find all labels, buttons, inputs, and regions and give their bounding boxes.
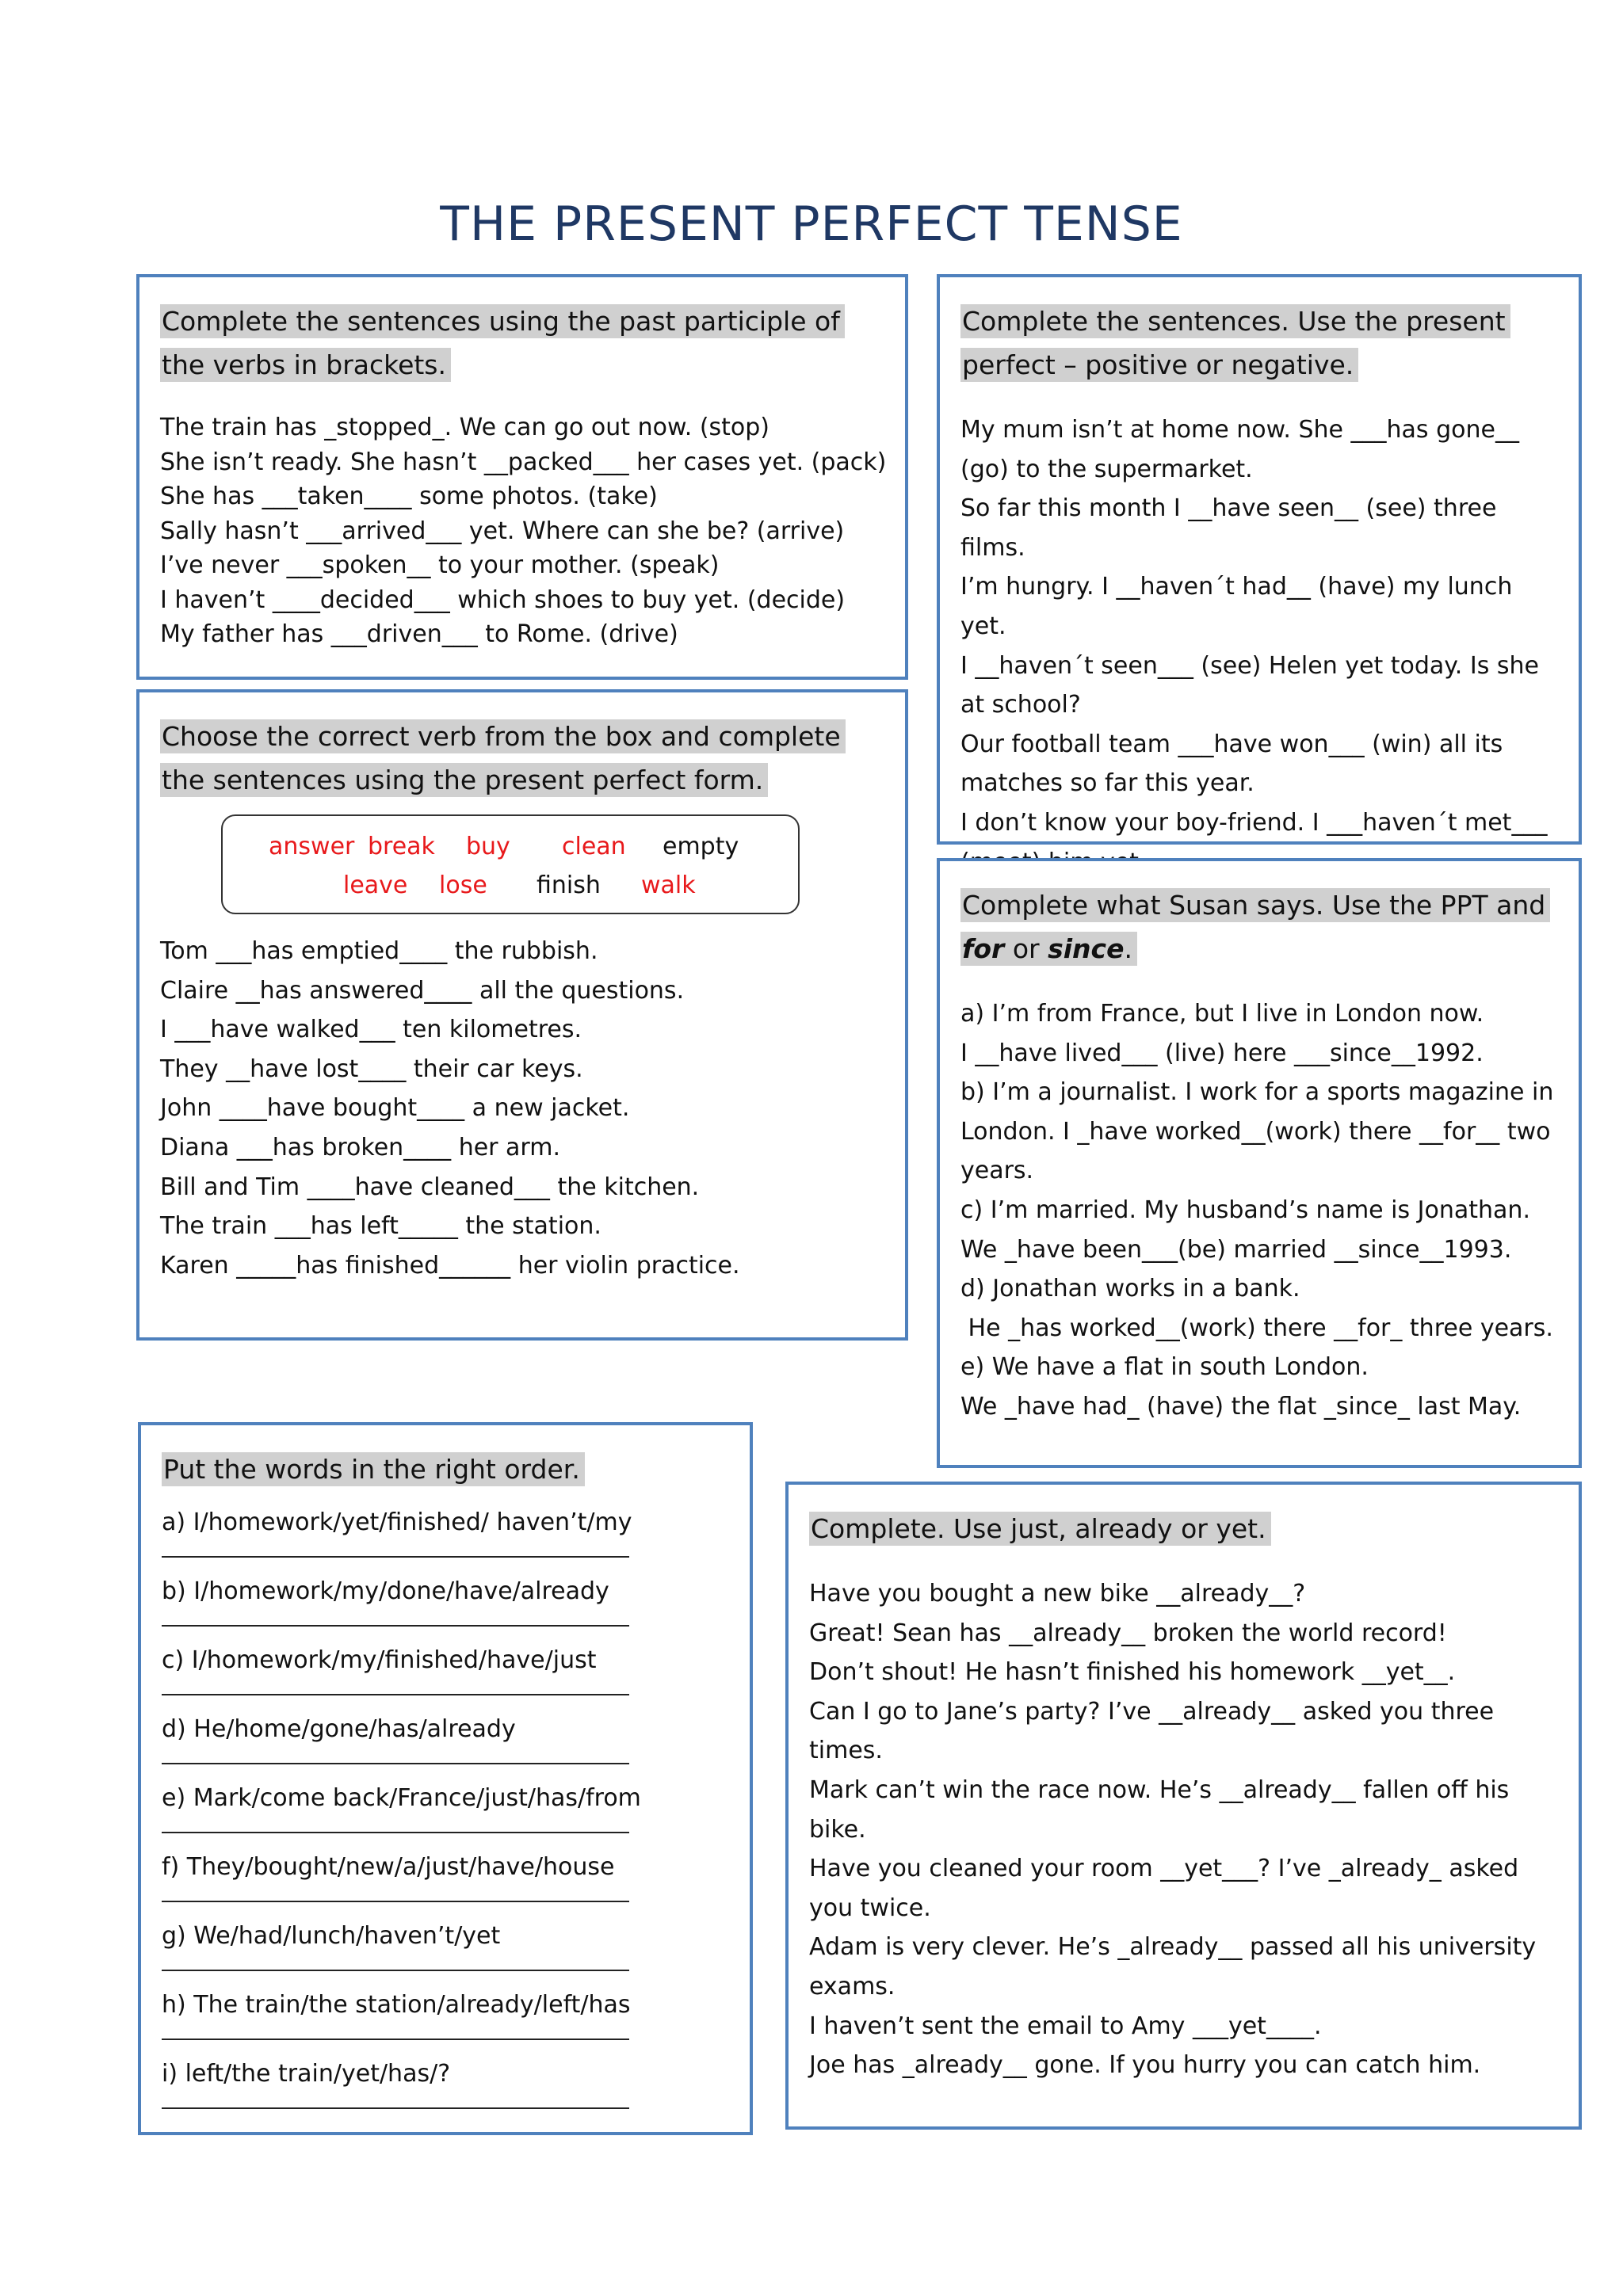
exercise-just-already-yet [785,1482,1582,2130]
word-order-prompt: b) I/homework/my/done/have/already [162,1577,609,1605]
exercise-verb-box [136,689,908,1341]
answer-line[interactable] [162,1970,629,1971]
word-order-item [162,1848,729,1917]
exercise-present-perfect [937,274,1582,845]
sentence: Mark can’t win the race now. He’s __already__ fallen off his bike. [809,1775,1510,1844]
sentence: Claire __has answered____ all the questions. [160,976,685,1005]
exercise-instruction: Complete what Susan says. Use the PPT and for or since. [960,883,1558,971]
sentence: Diana ___has broken____ her arm. [160,1133,560,1161]
sentence: a) I’m from France, but I live in London now. [960,1000,1484,1028]
exercise-word-order [138,1422,753,2135]
box-word: break [368,833,435,860]
sentence: The train ___has left_____ the station. [160,1212,601,1241]
sentence: My father has ___driven___ to Rome. (drive) [160,620,678,648]
word-order-prompt: h) The train/the station/already/left/has [162,1991,631,2019]
sentence: I haven’t sent the email to Amy ___yet____. [809,2012,1322,2040]
sentence: She has ___taken____ some photos. (take) [160,482,658,510]
exercise-instruction: Complete the sentences using the past participle of the verbs in brackets. [160,299,884,387]
word-order-prompt: e) Mark/come back/France/just/has/from [162,1784,641,1812]
sentence: Our football team ___have won___ (win) all its matches so far this year. [960,730,1503,798]
answer-line[interactable] [162,1901,629,1902]
word-order-item [162,1711,729,1779]
sentence: Have you bought a new bike __already__? [809,1580,1306,1608]
sentence: Karen _____has finished______ her violin practice. [160,1251,740,1280]
sentence: They __have lost____ their car keys. [160,1055,583,1083]
sentence: Bill and Tim ____have cleaned___ the kitchen. [160,1173,700,1201]
exercise-instruction: Complete the sentences. Use the present perfect – positive or negative. [960,299,1558,387]
sentence: Don’t shout! He hasn’t finished his homework __yet__. [809,1658,1456,1687]
sentence: We _have been___(be) married __since__1993. [960,1235,1512,1264]
sentence: b) I’m a journalist. I work for a sports magazine in London. I _have worked__(work) there __for__ two years. [960,1078,1554,1185]
sentence: Can I go to Jane’s party? I’ve __already__ asked you three times. [809,1697,1495,1765]
exercise-for-since [937,858,1582,1468]
sentence: e) We have a flat in south London. [960,1353,1369,1382]
answer-line[interactable] [162,1832,629,1833]
word-order-item [162,1642,729,1711]
word-order-prompt: g) We/had/lunch/haven’t/yet [162,1922,501,1950]
sentence: The train has _stopped_. We can go out now. (stop) [160,414,770,441]
word-order-prompt: d) He/home/gone/has/already [162,1715,516,1743]
box-word: buy [466,833,510,860]
page-title: THE PRESENT PERFECT TENSE [440,196,1183,252]
exercise-instruction: Complete. Use just, already or yet. [809,1507,1558,1550]
sentence: c) I’m married. My husband’s name is Jonathan. [960,1196,1530,1224]
sentence: Have you cleaned your room __yet___? I’ve _already_ asked you twice. [809,1855,1519,1922]
word-order-prompt: c) I/homework/my/finished/have/just [162,1646,597,1674]
word-order-prompt: i) left/the train/yet/has/? [162,2060,451,2088]
sentence: I haven’t ____decided___ which shoes to buy yet. (decide) [160,585,846,614]
word-order-item [162,1917,729,1986]
word-order-item [162,1504,729,1573]
sentence: I’m hungry. I __haven´t had__ (have) my lunch yet. [960,573,1513,640]
answer-line[interactable] [162,2107,629,2109]
answer-line[interactable] [162,1763,629,1764]
word-box [221,814,800,914]
box-word: walk [641,871,696,899]
sentence: He _has worked__(work) there __for_ three years. [960,1314,1553,1342]
sentence: Joe has _already__ gone. If you hurry you can catch him. [809,2051,1481,2080]
exercise-instruction: Put the words in the right order. [162,1447,729,1491]
sentence: John ____have bought____ a new jacket. [160,1094,630,1123]
answer-line[interactable] [162,1694,629,1695]
sentence: We _have had_ (have) the flat _since_ last May. [960,1392,1522,1421]
sentence: My mum isn’t at home now. She ___has gone__ (go) to the supermarket. [960,416,1519,483]
box-word: leave [343,871,408,899]
exercise-instruction: Choose the correct verb from the box and complete the sentences using the present perfect form. [160,715,884,802]
word-order-item [162,1986,729,2055]
sentence: Tom ___has emptied____ the rubbish. [160,937,598,965]
exercise-past-participle [136,274,908,680]
sentence: d) Jonathan works in a bank. [960,1275,1300,1303]
sentence: I __have lived___ (live) here ___since__1992. [960,1039,1484,1067]
word-order-item [162,1573,729,1642]
sentence: I don’t know your boy-friend. I ___haven´t met___ [960,808,1548,837]
word-order-item [162,1779,729,1848]
answer-line[interactable] [162,1625,629,1627]
box-word: answer [269,833,355,860]
box-word: clean [562,833,626,860]
word-order-prompt: f) They/bought/new/a/just/have/house [162,1853,615,1881]
box-word: finish [537,871,601,899]
sentence: Adam is very clever. He’s _already__ passed all his university exams. [809,1933,1537,2000]
sentence: I ___have walked___ ten kilometres. [160,1016,582,1044]
sentence: I’ve never ___spoken__ to your mother. (speak) [160,551,720,579]
box-word: lose [439,871,487,899]
sentence: Great! Sean has __already__ broken the world record! [809,1619,1447,1647]
answer-line[interactable] [162,1556,629,1558]
word-order-item [162,2055,729,2124]
sentence: I __haven´t seen___ (see) Helen yet today. Is she at school? [960,651,1539,719]
answer-line[interactable] [162,2039,629,2040]
box-word: empty [663,833,739,860]
sentence: Sally hasn’t ___arrived___ yet. Where can she be? (arrive) [160,517,845,545]
sentence: So far this month I __have seen__ (see) three films. [960,494,1497,562]
sentence: She isn’t ready. She hasn’t __packed___ her cases yet. (pack) [160,448,887,476]
word-order-prompt: a) I/homework/yet/finished/ haven’t/my [162,1508,632,1536]
